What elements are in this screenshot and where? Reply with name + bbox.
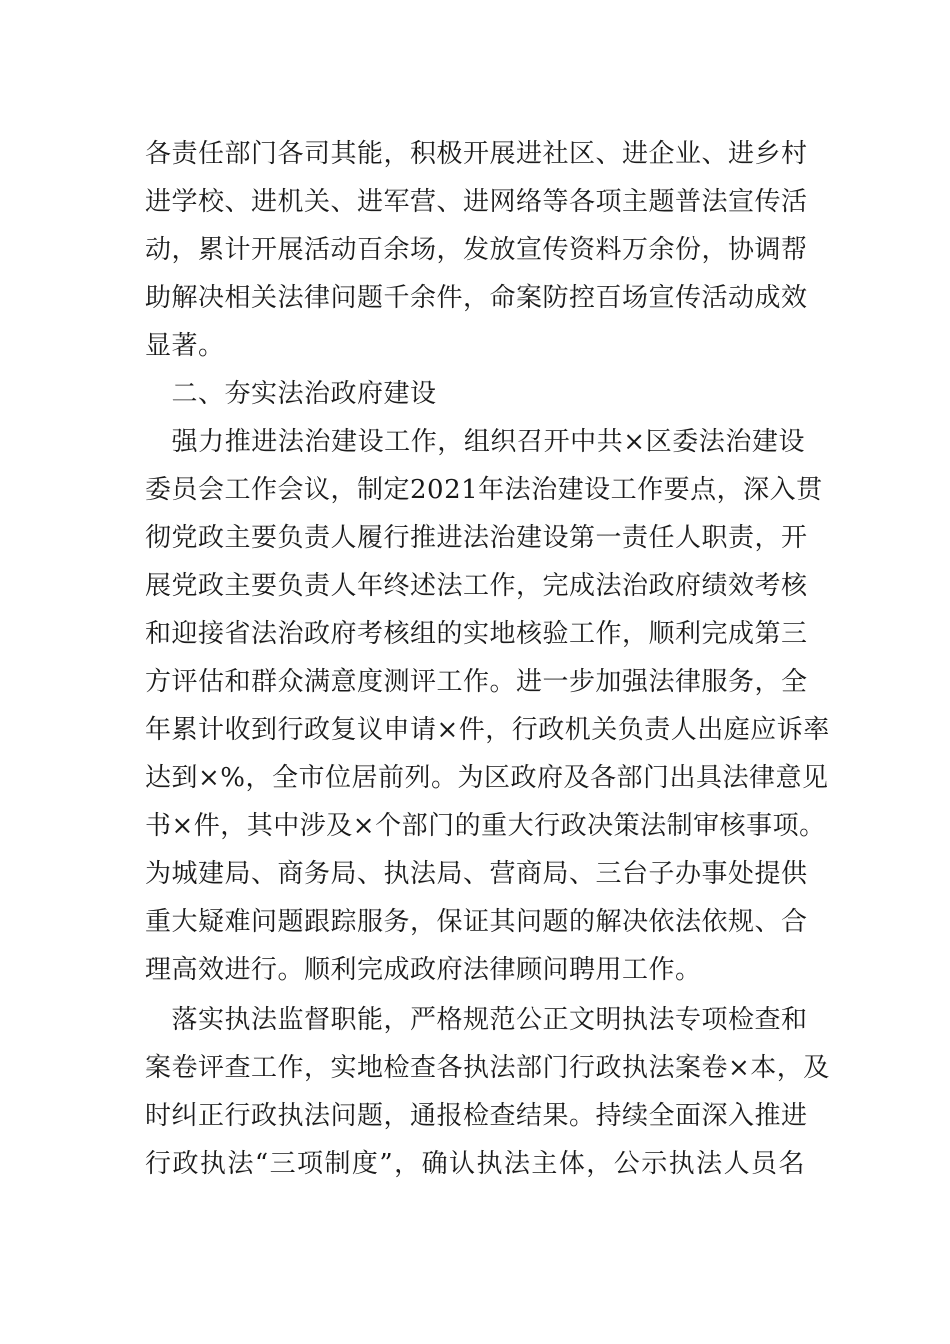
text-line: 展党政主要负责人年终述法工作，完成法治政府绩效考核 — [145, 571, 808, 601]
text-line: 行政执法“三项制度”，确认执法主体，公示执法人员名 — [145, 1149, 805, 1179]
text-line: 落实执法监督职能，严格规范公正文明执法专项检查和 — [145, 1005, 808, 1035]
text-line: 理高效进行。顺利完成政府法律顾问聘用工作。 — [145, 955, 702, 985]
text-line: 案卷评查工作，实地检查各执法部门行政执法案卷×本，及 — [145, 1053, 830, 1083]
text-line: 委员会工作会议，制定2021年法治建设工作要点，深入贯 — [145, 475, 823, 505]
text-line: 达到×%，全市位居前列。为区政府及各部门出具法律意见 — [145, 763, 829, 793]
text-line: 进学校、进机关、进军营、进网络等各项主题普法宣传活 — [145, 187, 808, 217]
text-line: 和迎接省法治政府考核组的实地核验工作，顺利完成第三 — [145, 619, 808, 649]
text-line: 重大疑难问题跟踪服务，保证其问题的解决依法依规、合 — [145, 907, 808, 937]
text-line: 动，累计开展活动百余场，发放宣传资料万余份，协调帮 — [145, 235, 808, 265]
text-line: 显著。 — [145, 331, 225, 361]
text-line: 方评估和群众满意度测评工作。进一步加强法律服务，全 — [145, 667, 808, 697]
text-line: 彻党政主要负责人履行推进法治建设第一责任人职责，开 — [145, 523, 808, 553]
text-line: 强力推进法治建设工作，组织召开中共×区委法治建设 — [145, 427, 805, 457]
text-line: 为城建局、商务局、执法局、营商局、三台子办事处提供 — [145, 859, 808, 889]
text-line: 助解决相关法律问题千余件，命案防控百场宣传活动成效 — [145, 283, 808, 313]
paragraph-1 — [145, 130, 808, 370]
text-line: 各责任部门各司其能，积极开展进社区、进企业、进乡村 — [145, 139, 808, 169]
text-line: 时纠正行政执法问题，通报检查结果。持续全面深入推进 — [145, 1101, 808, 1131]
text-line: 年累计收到行政复议申请×件，行政机关负责人出庭应诉率 — [145, 715, 830, 745]
section-heading: 二、夯实法治政府建设 — [145, 379, 437, 409]
paragraph-2 — [145, 418, 830, 994]
text-line: 书×件，其中涉及×个部门的重大行政决策法制审核事项。 — [145, 811, 826, 841]
paragraph-3 — [145, 996, 830, 1188]
document-body — [145, 130, 830, 1188]
